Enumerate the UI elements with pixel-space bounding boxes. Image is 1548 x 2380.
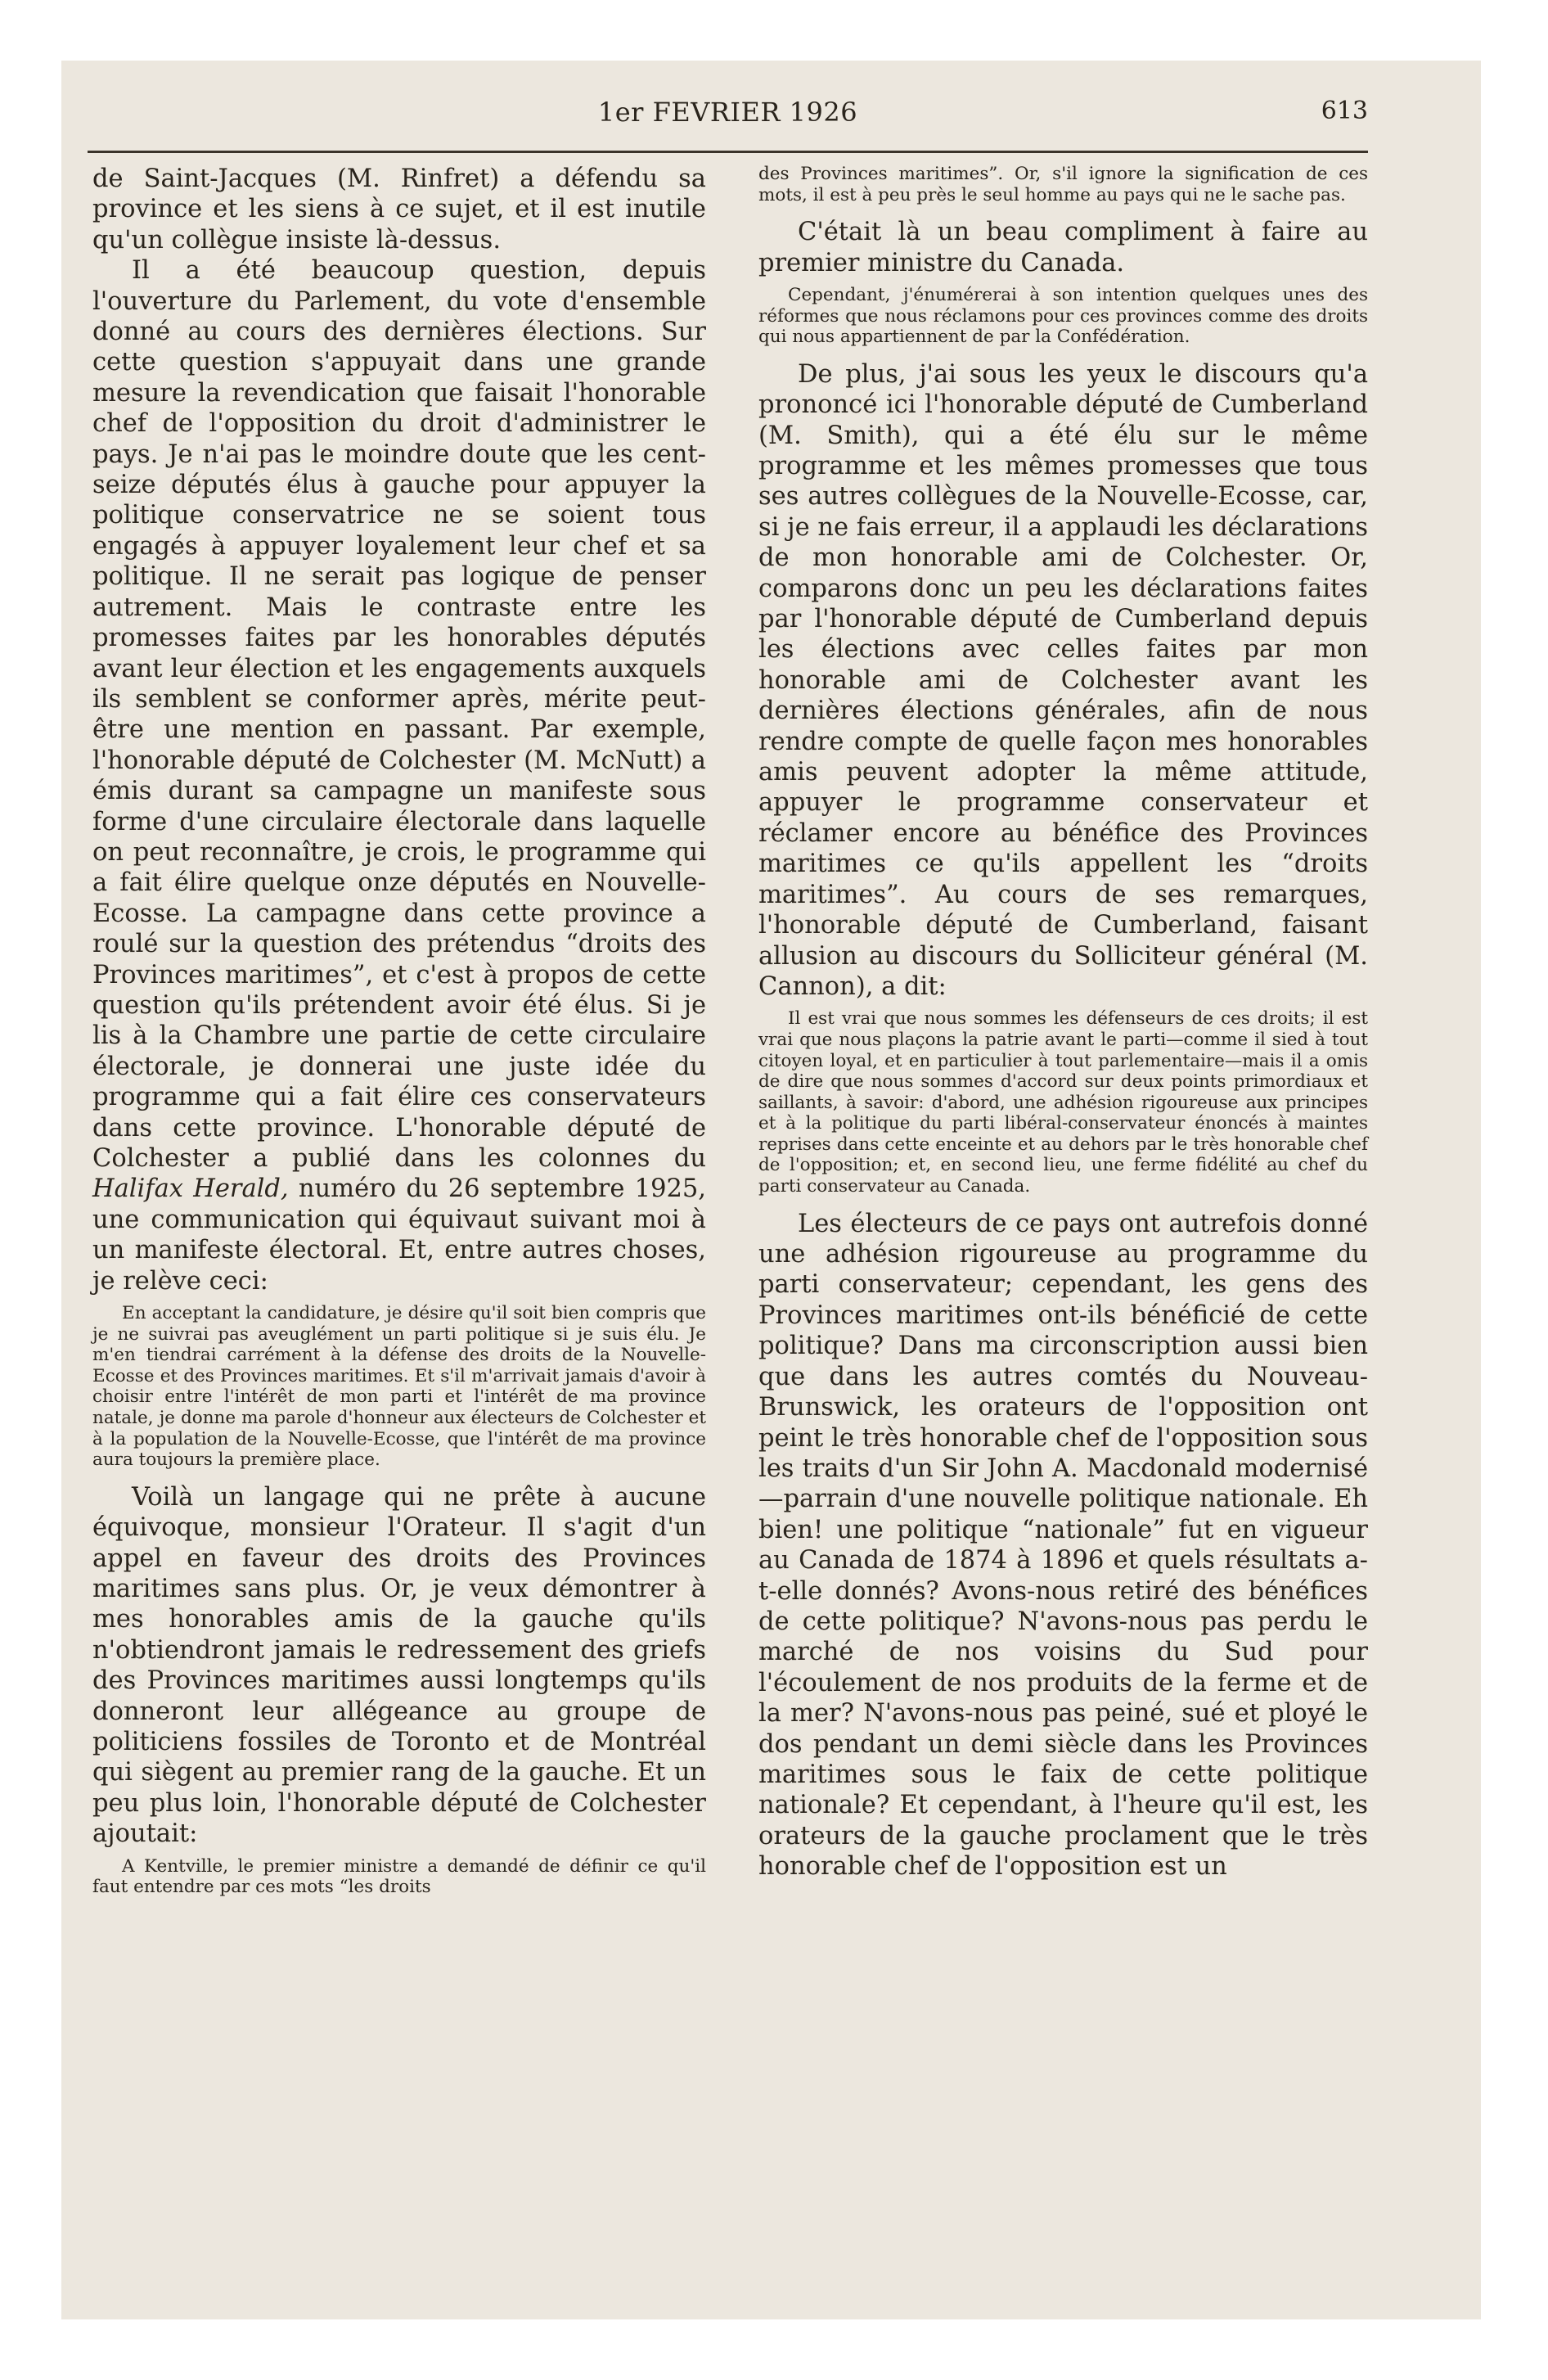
paragraph: De plus, j'ai sous les yeux le discours qu'a prononcé ici l'honorable député de Cumberland (M. Smith), qui a été élu sur le même programme et les mêmes promesses que tous ses autres collègues de la Nouvelle-Ecosse, car, si je ne fais erreur, il a applaudi les déclarations de mon honorable ami de Colchester. Or, comparons donc un peu les déclarations faites par l'honorable député de Cumberland depuis les élections avec celles faites par mon honorable ami de Colchester avant les dernières élections générales, afin de nous rendre compte de quelle façon mes honorables amis peuvent adopter la même attitude, appuyer le programme conservateur et réclamer encore au bénéfice des Provinces maritimes ce qu'ils appellent les “droits maritimes”. Au cours de ses remarques, l'honorable député de Cumberland, faisant allusion au discours du Solliciteur général (M. Cannon), a dit:: [758, 359, 1368, 1001]
quotation: Cependant, j'énumérerai à son intention quelques unes des réformes que nous réclamons pour ces provinces comme des droits qui nous appartiennent de par la Confédération.: [758, 285, 1368, 348]
page-header: [88, 97, 1368, 137]
page-number: 613: [1321, 97, 1368, 125]
right-column: [758, 164, 1368, 1882]
header-rule: [88, 151, 1368, 153]
paragraph: Voilà un langage qui ne prête à aucune équivoque, monsieur l'Orateur. Il s'agit d'un appel en faveur des droits des Provinces maritimes sans plus. Or, je veux démontrer à mes honorables amis de la gauche qu'ils n'obtiendront jamais le redressement des griefs des Provinces maritimes aussi longtemps qu'ils donneront leur allégeance au groupe de politiciens fossiles de Toronto et de Montréal qui siègent au premier rang de la gauche. Et un peu plus loin, l'honorable député de Colchester ajoutait:: [92, 1482, 706, 1849]
paragraph: C'était là un beau compliment à faire au premier ministre du Canada.: [758, 218, 1368, 277]
paragraph: [92, 255, 706, 1296]
paragraph: Les électeurs de ce pays ont autrefois donné une adhésion rigoureuse au programme du parti conservateur; cependant, les gens des Provinces maritimes ont-ils bénéficié de cette politique? Dans ma circonscription aussi bien que dans les autres comtés du Nouveau-Brunswick, les orateurs de l'opposition ont peint le très honorable chef de l'opposition sous les traits d'un Sir John A. Macdonald modernisé—parrain d'une nouvelle politique nationale. Eh bien! une politique “nationale” fut en vigueur au Canada de 1874 à 1896 et quels résultats a-t-elle donnés? Avons-nous retiré des bénéfices de cette politique? N'avons-nous pas perdu le marché de nos voisins du Sud pour l'écoulement de nos produits de la ferme et de la mer? N'avons-nous pas peiné, sué et ployé le dos pendant un demi siècle dans les Provinces maritimes sous le faix de cette politique nationale? Et cependant, à l'heure qu'il est, les orateurs de la gauche proclament que le très honorable chef de l'opposition est un: [758, 1209, 1368, 1882]
quotation: Il est vrai que nous sommes les défenseurs de ces droits; il est vrai que nous plaçons la patrie avant le parti—comme il sied à tout citoyen loyal, et en particulier à tout parlementaire—mais il a omis de dire que nous sommes d'accord sur deux points primordiaux et saillants, à savoir: d'abord, une adhésion rigoureuse aux principes et à la politique du parti libéral-conservateur énoncés à maintes reprises dans cette enceinte et au dehors par le très honorable chef de l'opposition; et, en second lieu, une ferme fidélité au chef du parti conservateur au Canada.: [758, 1008, 1368, 1197]
quotation-continued: des Provinces maritimes”. Or, s'il ignore la signification de ces mots, il est à peu près le seul homme au pays qui ne le sache pas.: [758, 164, 1368, 205]
quotation: A Kentville, le premier ministre a demandé de définir ce qu'il faut entendre par ces mots “les droits: [92, 1855, 706, 1898]
page-date-title: 1er FEVRIER 1926: [597, 97, 858, 128]
paragraph-text: numéro du 26 septembre 1925, une communication qui équivaut suivant moi à un manifeste électoral. Et, entre autres choses, je relève ceci:: [92, 1174, 706, 1296]
newspaper-title: Halifax Herald,: [92, 1174, 289, 1204]
left-column: [92, 164, 706, 1898]
quotation: En acceptant la candidature, je désire qu'il soit bien compris que je ne suivrai pas aveuglément un parti politique si je suis élu. Je m'en tiendrai carrément à la défense des droits de la Nouvelle-Ecosse et des Provinces maritimes. Et s'il m'arrivait jamais d'avoir à choisir entre l'intérêt de mon parti et l'intérêt de ma province natale, je donne ma parole d'honneur aux électeurs de Colchester et à la population de la Nouvelle-Ecosse, que l'intérêt de ma province aura toujours la première place.: [92, 1303, 706, 1471]
paragraph: de Saint-Jacques (M. Rinfret) a défendu sa province et les siens à ce sujet, et il est inutile qu'un collègue insiste là-dessus.: [92, 165, 706, 255]
paragraph-text: Il a été beaucoup question, depuis l'ouverture du Parlement, du vote d'ensemble donné au cours des dernières élections. Sur cette question s'appuyait dans une grande mesure la revendication que faisait l'honorable chef de l'opposition du droit d'administrer le pays. Je n'ai pas le moindre doute que les cent-seize députés élus à gauche pour appuyer la politique conservatrice ne se soient tous engagés à appuyer loyalement leur chef et sa politique. Il ne serait pas logique de penser autrement. Mais le contraste entre les promesses faites par les honorables députés avant leur élection et les engagements auxquels ils semblent se conformer après, mérite peut-être une mention en passant. Par exemple, l'honorable député de Colchester (M. McNutt) a émis durant sa campagne un manifeste sous forme d'une circulaire électorale dans laquelle on peut reconnaître, je crois, le programme qui a fait élire quelque onze députés en Nouvelle-Ecosse. La campagne dans cette province a roulé sur la question des prétendus “droits des Provinces maritimes”, et c'est à propos de cette question qu'ils prétendent avoir été élus. Si je lis à la Chambre une partie de cette circulaire électorale, je donnerai une juste idée du programme qui a fait élire ces conservateurs dans cette province. L'honorable député de Colchester a publié dans les colonnes du: [92, 256, 706, 1173]
